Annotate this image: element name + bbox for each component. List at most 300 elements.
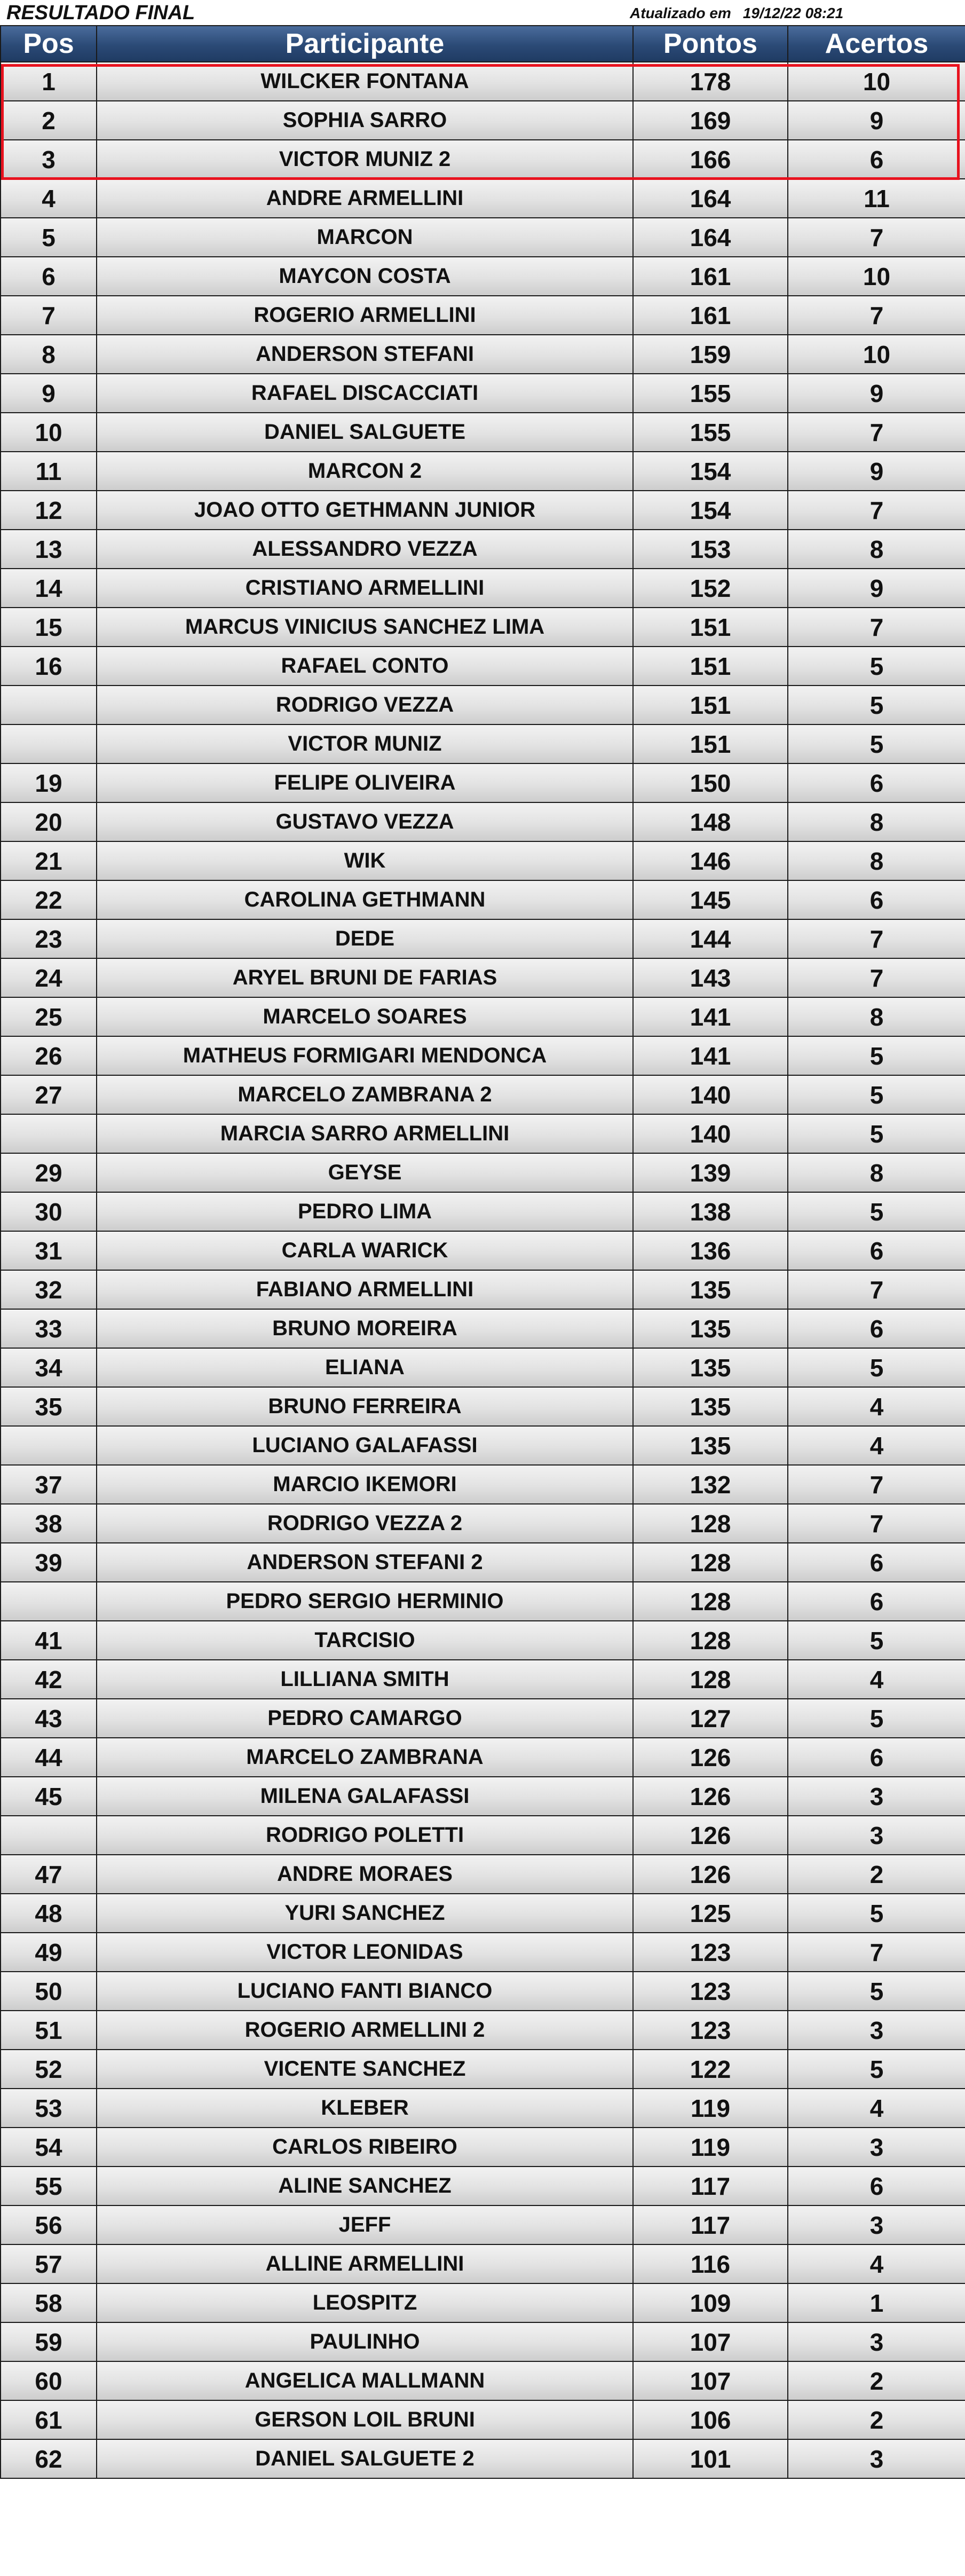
table-row: [1, 1114, 965, 1153]
cell-hits: 6: [788, 2167, 965, 2205]
table-row: [1, 2167, 965, 2205]
cell-pos: 51: [1, 2011, 97, 2050]
table-row: [1, 2011, 965, 2050]
cell-hits: 6: [788, 880, 965, 919]
cell-hits: 5: [788, 686, 965, 724]
table-row: [1, 2439, 965, 2478]
table-row: [1, 296, 965, 335]
cell-participant: ROGERIO ARMELLINI: [97, 296, 633, 335]
cell-points: 117: [633, 2167, 788, 2205]
table-row: [1, 530, 965, 569]
column-header-hits: Acertos: [788, 26, 965, 62]
cell-participant: VICTOR MUNIZ 2: [97, 140, 633, 179]
cell-hits: 3: [788, 2205, 965, 2244]
cell-hits: 4: [788, 2089, 965, 2128]
cell-participant: MARCON 2: [97, 452, 633, 491]
cell-participant: BRUNO FERREIRA: [97, 1387, 633, 1426]
cell-participant: MILENA GALAFASSI: [97, 1777, 633, 1816]
report-title: RESULTADO FINAL: [6, 2, 195, 24]
cell-pos: 49: [1, 1933, 97, 1972]
cell-participant: SOPHIA SARRO: [97, 101, 633, 140]
cell-participant: DANIEL SALGUETE: [97, 413, 633, 452]
cell-pos: 61: [1, 2400, 97, 2439]
cell-hits: 7: [788, 413, 965, 452]
cell-pos: 55: [1, 2167, 97, 2205]
cell-pos: 30: [1, 1192, 97, 1231]
cell-pos: 7: [1, 296, 97, 335]
cell-hits: 5: [788, 1075, 965, 1114]
updated-label: Atualizado em: [630, 5, 731, 21]
table-row: [1, 1543, 965, 1582]
cell-participant: ALESSANDRO VEZZA: [97, 530, 633, 569]
cell-pos: 29: [1, 1153, 97, 1192]
table-row: [1, 2205, 965, 2244]
cell-hits: 2: [788, 2400, 965, 2439]
cell-participant: WILCKER FONTANA: [97, 62, 633, 101]
table-row: [1, 413, 965, 452]
cell-pos: 32: [1, 1270, 97, 1309]
cell-points: 127: [633, 1699, 788, 1738]
cell-participant: ANDRE ARMELLINI: [97, 179, 633, 218]
cell-points: 117: [633, 2205, 788, 2244]
table-row: [1, 1309, 965, 1348]
cell-pos: 8: [1, 335, 97, 374]
cell-hits: 7: [788, 296, 965, 335]
cell-participant: PEDRO CAMARGO: [97, 1699, 633, 1738]
table-row: [1, 608, 965, 647]
cell-hits: 8: [788, 841, 965, 880]
cell-participant: GEYSE: [97, 1153, 633, 1192]
cell-participant: MARCUS VINICIUS SANCHEZ LIMA: [97, 608, 633, 647]
cell-participant: BRUNO MOREIRA: [97, 1309, 633, 1348]
table-row: [1, 880, 965, 919]
updated-value: 19/12/22 08:21: [742, 5, 844, 21]
cell-pos: 11: [1, 452, 97, 491]
cell-pos: 41: [1, 1621, 97, 1660]
table-row: [1, 1777, 965, 1816]
cell-pos: 26: [1, 1036, 97, 1075]
cell-points: 128: [633, 1543, 788, 1582]
cell-pos: 60: [1, 2361, 97, 2400]
cell-hits: 5: [788, 1621, 965, 1660]
cell-hits: 9: [788, 101, 965, 140]
table-row: [1, 802, 965, 841]
cell-pos: 57: [1, 2244, 97, 2283]
cell-hits: 10: [788, 257, 965, 296]
cell-points: 107: [633, 2322, 788, 2361]
table-row: [1, 2244, 965, 2283]
ranking-table: [0, 25, 965, 2479]
cell-pos: 50: [1, 1972, 97, 2011]
cell-participant: DANIEL SALGUETE 2: [97, 2439, 633, 2478]
cell-points: 136: [633, 1231, 788, 1270]
table-row: [1, 1621, 965, 1660]
cell-hits: 9: [788, 569, 965, 608]
cell-points: 135: [633, 1309, 788, 1348]
table-row: [1, 1270, 965, 1309]
cell-hits: 9: [788, 452, 965, 491]
cell-hits: 2: [788, 2361, 965, 2400]
table-row: [1, 2050, 965, 2089]
cell-hits: 9: [788, 374, 965, 413]
cell-participant: CARLOS RIBEIRO: [97, 2128, 633, 2167]
cell-pos: 42: [1, 1660, 97, 1699]
table-row: [1, 2089, 965, 2128]
cell-pos: 56: [1, 2205, 97, 2244]
cell-pos: 14: [1, 569, 97, 608]
cell-points: 141: [633, 997, 788, 1036]
table-row: [1, 335, 965, 374]
cell-participant: CARLA WARICK: [97, 1231, 633, 1270]
cell-hits: 4: [788, 1660, 965, 1699]
cell-pos: 24: [1, 958, 97, 997]
table-row: [1, 2322, 965, 2361]
cell-hits: 3: [788, 2128, 965, 2167]
cell-pos: 58: [1, 2283, 97, 2322]
cell-hits: 3: [788, 1816, 965, 1855]
table-row: [1, 997, 965, 1036]
cell-points: 116: [633, 2244, 788, 2283]
table-row: [1, 1816, 965, 1855]
cell-hits: 7: [788, 1270, 965, 1309]
cell-pos: 35: [1, 1387, 97, 1426]
cell-points: 109: [633, 2283, 788, 2322]
cell-pos: 27: [1, 1075, 97, 1114]
cell-points: 143: [633, 958, 788, 997]
cell-participant: MARCELO SOARES: [97, 997, 633, 1036]
cell-hits: 5: [788, 1036, 965, 1075]
cell-points: 122: [633, 2050, 788, 2089]
cell-hits: 5: [788, 647, 965, 686]
cell-hits: 1: [788, 2283, 965, 2322]
cell-hits: 6: [788, 140, 965, 179]
cell-hits: 7: [788, 491, 965, 530]
cell-pos: 9: [1, 374, 97, 413]
header-bar: [0, 0, 965, 25]
cell-hits: 6: [788, 763, 965, 802]
cell-pos: 54: [1, 2128, 97, 2167]
table-row: [1, 686, 965, 724]
cell-hits: 5: [788, 1972, 965, 2011]
cell-participant: ALINE SANCHEZ: [97, 2167, 633, 2205]
cell-points: 155: [633, 374, 788, 413]
table-row: [1, 1855, 965, 1894]
cell-points: 107: [633, 2361, 788, 2400]
table-row: [1, 1387, 965, 1426]
cell-pos: 34: [1, 1348, 97, 1387]
cell-pos: 39: [1, 1543, 97, 1582]
cell-points: 106: [633, 2400, 788, 2439]
cell-points: 159: [633, 335, 788, 374]
cell-pos: 1: [1, 62, 97, 101]
table-row: [1, 958, 965, 997]
cell-pos: 53: [1, 2089, 97, 2128]
cell-hits: 6: [788, 1231, 965, 1270]
table-row: [1, 1894, 965, 1933]
cell-participant: ARYEL BRUNI DE FARIAS: [97, 958, 633, 997]
table-row: [1, 1231, 965, 1270]
cell-points: 153: [633, 530, 788, 569]
table-row: [1, 101, 965, 140]
table-row: [1, 374, 965, 413]
table-row: [1, 1660, 965, 1699]
cell-participant: WIK: [97, 841, 633, 880]
table-row: [1, 647, 965, 686]
cell-points: 119: [633, 2128, 788, 2167]
cell-hits: 3: [788, 2439, 965, 2478]
table-row: [1, 1738, 965, 1777]
cell-hits: 3: [788, 2322, 965, 2361]
cell-pos: [1, 1114, 97, 1153]
table-row: [1, 1426, 965, 1465]
cell-pos: 47: [1, 1855, 97, 1894]
cell-participant: LILLIANA SMITH: [97, 1660, 633, 1699]
cell-participant: VICTOR MUNIZ: [97, 724, 633, 763]
cell-pos: [1, 724, 97, 763]
cell-pos: 38: [1, 1504, 97, 1543]
cell-pos: 48: [1, 1894, 97, 1933]
cell-points: 139: [633, 1153, 788, 1192]
cell-pos: 44: [1, 1738, 97, 1777]
cell-points: 123: [633, 1972, 788, 2011]
cell-participant: FELIPE OLIVEIRA: [97, 763, 633, 802]
cell-points: 135: [633, 1348, 788, 1387]
cell-participant: RODRIGO POLETTI: [97, 1816, 633, 1855]
table-row: [1, 218, 965, 257]
cell-points: 151: [633, 724, 788, 763]
cell-points: 101: [633, 2439, 788, 2478]
cell-hits: 5: [788, 724, 965, 763]
table-row: [1, 1153, 965, 1192]
table-row: [1, 140, 965, 179]
cell-participant: VICTOR LEONIDAS: [97, 1933, 633, 1972]
cell-pos: 25: [1, 997, 97, 1036]
cell-participant: ANDERSON STEFANI 2: [97, 1543, 633, 1582]
cell-participant: CAROLINA GETHMANN: [97, 880, 633, 919]
cell-hits: 5: [788, 1894, 965, 1933]
cell-participant: KLEBER: [97, 2089, 633, 2128]
cell-pos: 33: [1, 1309, 97, 1348]
cell-participant: YURI SANCHEZ: [97, 1894, 633, 1933]
cell-participant: VICENTE SANCHEZ: [97, 2050, 633, 2089]
cell-participant: MATHEUS FORMIGARI MENDONCA: [97, 1036, 633, 1075]
cell-hits: 8: [788, 1153, 965, 1192]
cell-points: 164: [633, 179, 788, 218]
cell-points: 135: [633, 1387, 788, 1426]
table-row: [1, 1933, 965, 1972]
cell-points: 169: [633, 101, 788, 140]
cell-points: 154: [633, 452, 788, 491]
updated-timestamp: [630, 4, 843, 22]
cell-pos: 22: [1, 880, 97, 919]
column-header-points: Pontos: [633, 26, 788, 62]
cell-pos: [1, 1816, 97, 1855]
cell-points: 151: [633, 647, 788, 686]
cell-points: 119: [633, 2089, 788, 2128]
column-header-participant: Participante: [97, 26, 633, 62]
cell-pos: 16: [1, 647, 97, 686]
cell-points: 144: [633, 919, 788, 958]
cell-hits: 7: [788, 1504, 965, 1543]
cell-pos: 21: [1, 841, 97, 880]
table-row: [1, 1699, 965, 1738]
cell-pos: [1, 1582, 97, 1621]
cell-hits: 8: [788, 997, 965, 1036]
cell-points: 140: [633, 1114, 788, 1153]
cell-pos: 59: [1, 2322, 97, 2361]
cell-pos: 5: [1, 218, 97, 257]
cell-participant: MARCON: [97, 218, 633, 257]
cell-pos: 37: [1, 1465, 97, 1504]
cell-points: 145: [633, 880, 788, 919]
cell-hits: 4: [788, 2244, 965, 2283]
cell-pos: 20: [1, 802, 97, 841]
cell-points: 126: [633, 1777, 788, 1816]
table-row: [1, 2128, 965, 2167]
cell-points: 178: [633, 62, 788, 101]
cell-points: 123: [633, 2011, 788, 2050]
table-row: [1, 1465, 965, 1504]
cell-participant: TARCISIO: [97, 1621, 633, 1660]
cell-participant: PEDRO SERGIO HERMINIO: [97, 1582, 633, 1621]
cell-hits: 6: [788, 1309, 965, 1348]
table-row: [1, 569, 965, 608]
cell-participant: MAYCON COSTA: [97, 257, 633, 296]
cell-pos: 3: [1, 140, 97, 179]
cell-points: 135: [633, 1270, 788, 1309]
cell-participant: MARCELO ZAMBRANA: [97, 1738, 633, 1777]
cell-points: 128: [633, 1504, 788, 1543]
cell-pos: 45: [1, 1777, 97, 1816]
column-header-pos: Pos: [1, 26, 97, 62]
cell-participant: JOAO OTTO GETHMANN JUNIOR: [97, 491, 633, 530]
table-row: [1, 179, 965, 218]
cell-participant: RAFAEL CONTO: [97, 647, 633, 686]
cell-hits: 7: [788, 958, 965, 997]
cell-pos: 15: [1, 608, 97, 647]
cell-points: 126: [633, 1816, 788, 1855]
cell-points: 141: [633, 1036, 788, 1075]
table-row: [1, 62, 965, 101]
table-row: [1, 763, 965, 802]
table-row: [1, 1504, 965, 1543]
table-row: [1, 1075, 965, 1114]
table-row: [1, 452, 965, 491]
cell-points: 128: [633, 1660, 788, 1699]
cell-pos: 4: [1, 179, 97, 218]
cell-participant: PAULINHO: [97, 2322, 633, 2361]
cell-participant: RODRIGO VEZZA: [97, 686, 633, 724]
cell-hits: 8: [788, 802, 965, 841]
cell-points: 146: [633, 841, 788, 880]
cell-participant: MARCELO ZAMBRANA 2: [97, 1075, 633, 1114]
cell-participant: ROGERIO ARMELLINI 2: [97, 2011, 633, 2050]
cell-points: 138: [633, 1192, 788, 1231]
cell-points: 128: [633, 1582, 788, 1621]
cell-hits: 7: [788, 218, 965, 257]
cell-hits: 5: [788, 1699, 965, 1738]
cell-participant: MARCIA SARRO ARMELLINI: [97, 1114, 633, 1153]
table-row: [1, 257, 965, 296]
table-body: [1, 62, 965, 2478]
cell-pos: 2: [1, 101, 97, 140]
cell-participant: GERSON LOIL BRUNI: [97, 2400, 633, 2439]
cell-pos: 12: [1, 491, 97, 530]
cell-pos: [1, 1426, 97, 1465]
cell-hits: 4: [788, 1426, 965, 1465]
cell-points: 155: [633, 413, 788, 452]
cell-pos: 10: [1, 413, 97, 452]
cell-points: 161: [633, 296, 788, 335]
cell-pos: 6: [1, 257, 97, 296]
cell-hits: 3: [788, 1777, 965, 1816]
cell-participant: LUCIANO GALAFASSI: [97, 1426, 633, 1465]
cell-pos: [1, 686, 97, 724]
cell-participant: ELIANA: [97, 1348, 633, 1387]
cell-hits: 7: [788, 1465, 965, 1504]
cell-participant: JEFF: [97, 2205, 633, 2244]
cell-hits: 10: [788, 335, 965, 374]
cell-hits: 7: [788, 1933, 965, 1972]
cell-points: 132: [633, 1465, 788, 1504]
cell-hits: 3: [788, 2011, 965, 2050]
table-row: [1, 2361, 965, 2400]
cell-participant: LEOSPITZ: [97, 2283, 633, 2322]
cell-participant: MARCIO IKEMORI: [97, 1465, 633, 1504]
cell-participant: GUSTAVO VEZZA: [97, 802, 633, 841]
table-row: [1, 2283, 965, 2322]
cell-hits: 2: [788, 1855, 965, 1894]
cell-participant: DEDE: [97, 919, 633, 958]
cell-participant: RODRIGO VEZZA 2: [97, 1504, 633, 1543]
cell-points: 126: [633, 1738, 788, 1777]
cell-hits: 5: [788, 2050, 965, 2089]
cell-points: 161: [633, 257, 788, 296]
cell-points: 128: [633, 1621, 788, 1660]
cell-pos: 43: [1, 1699, 97, 1738]
cell-points: 148: [633, 802, 788, 841]
table-row: [1, 841, 965, 880]
cell-points: 154: [633, 491, 788, 530]
cell-points: 166: [633, 140, 788, 179]
cell-hits: 5: [788, 1114, 965, 1153]
table-row: [1, 724, 965, 763]
table-row: [1, 2400, 965, 2439]
cell-hits: 5: [788, 1348, 965, 1387]
table-row: [1, 491, 965, 530]
cell-hits: 5: [788, 1192, 965, 1231]
cell-pos: 19: [1, 763, 97, 802]
table-row: [1, 1348, 965, 1387]
cell-points: 123: [633, 1933, 788, 1972]
table-row: [1, 919, 965, 958]
cell-participant: FABIANO ARMELLINI: [97, 1270, 633, 1309]
cell-points: 152: [633, 569, 788, 608]
cell-participant: ANDRE MORAES: [97, 1855, 633, 1894]
cell-points: 151: [633, 608, 788, 647]
cell-hits: 6: [788, 1738, 965, 1777]
cell-participant: LUCIANO FANTI BIANCO: [97, 1972, 633, 2011]
cell-hits: 10: [788, 62, 965, 101]
cell-participant: ANDERSON STEFANI: [97, 335, 633, 374]
cell-pos: 23: [1, 919, 97, 958]
cell-participant: ANGELICA MALLMANN: [97, 2361, 633, 2400]
table-row: [1, 1582, 965, 1621]
cell-points: 164: [633, 218, 788, 257]
cell-points: 151: [633, 686, 788, 724]
cell-participant: RAFAEL DISCACCIATI: [97, 374, 633, 413]
cell-points: 126: [633, 1855, 788, 1894]
